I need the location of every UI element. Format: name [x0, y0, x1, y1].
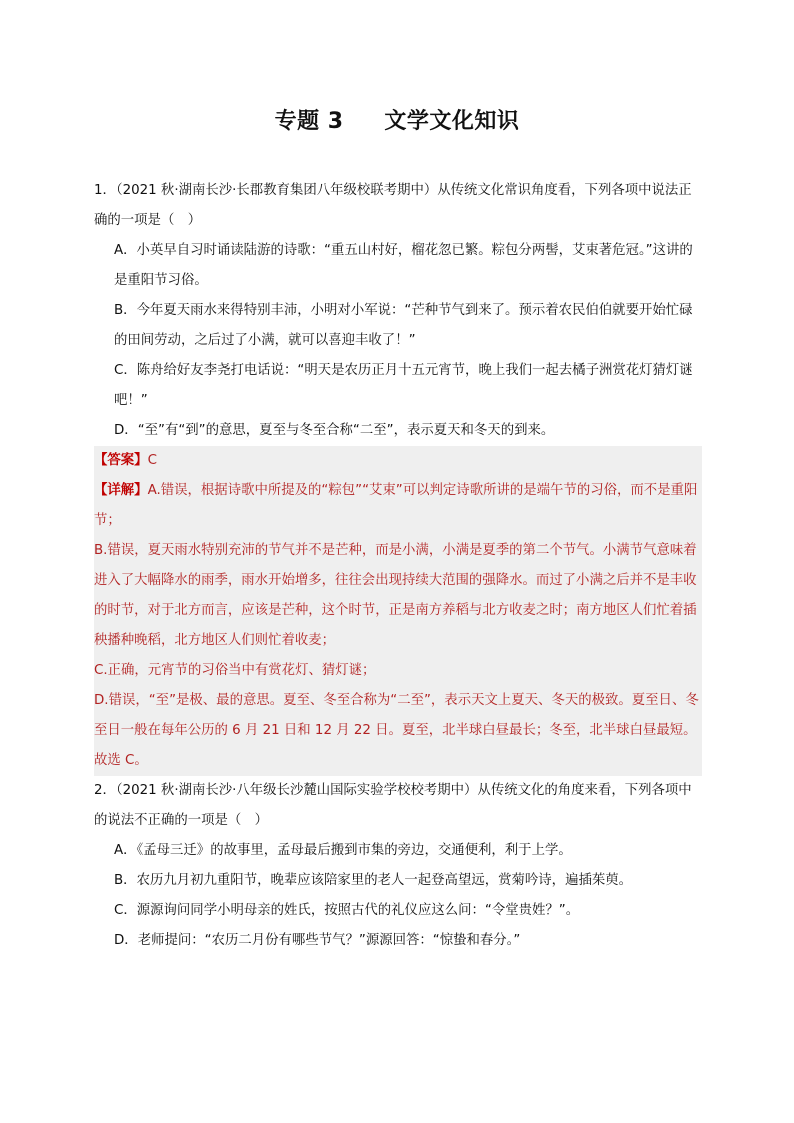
analysis-line-c: C.正确，元宵节的习俗当中有赏花灯、猜灯谜； — [94, 663, 376, 678]
analysis-line-d: D.错误，“至”是极、最的意思。夏至、冬至合称为“二至”，表示天文上夏天、冬天的极致。夏至日、冬至日一般在每年公历的 6 月 21 日和 12 月 22 日。夏至，北半球白昼最长；冬至，北半球白昼最短。 — [94, 693, 699, 738]
option-d: D．老师提问：“农历二月份有哪些节气？”源源回答：“惊蛰和春分。” — [114, 933, 521, 948]
option-b: B．今年夏天雨水来得特别丰沛，小明对小军说：“芒种节气到来了。预示着农民伯伯就要开始忙碌的田间劳动，之后过了小满，就可以喜迎丰收了！” — [114, 303, 693, 348]
analysis-label: 【详解】 — [94, 483, 148, 498]
option-c: C．陈舟给好友李尧打电话说：“明天是农历正月十五元宵节，晚上我们一起去橘子洲赏花灯猜灯谜吧！” — [114, 363, 693, 408]
answer-box — [94, 446, 702, 776]
question-content — [94, 176, 702, 956]
option-c: C．源源询问同学小明母亲的姓氏，按照古代的礼仪应这么问：“令堂贵姓？”。 — [114, 903, 580, 918]
answer-label: 【答案】 — [94, 453, 148, 468]
question-stem: 2．（2021 秋·湖南长沙·八年级长沙麓山国际实验学校校考期中）从传统文化的角度来看，下列各项中的说法不正确的一项是（ ） — [94, 783, 692, 828]
analysis-text-a: A.错误，根据诗歌中所提及的“粽包”“艾束”可以判定诗歌所讲的是端午节的习俗，而不是重阳节； — [94, 483, 698, 528]
question-1 — [94, 176, 702, 776]
question-2 — [94, 776, 702, 956]
option-a: A．小英早自习时诵读陆游的诗歌：“重五山村好，榴花忽已繁。粽包分两髻，艾束著危冠。”这讲的是重阳节习俗。 — [114, 243, 693, 288]
answer-value: C — [147, 453, 157, 468]
option-d: D．“至”有“到”的意思，夏至与冬至合称“二至”，表示夏天和冬天的到来。 — [114, 423, 555, 438]
question-stem: 1．（2021 秋·湖南长沙·长郡教育集团八年级校联考期中）从传统文化常识角度看，下列各项中说法正确的一项是（ ） — [94, 183, 692, 228]
analysis-conclusion: 故选 C。 — [94, 753, 148, 768]
page-title: 专题 3 文学文化知识 — [274, 109, 520, 134]
analysis-line-a — [94, 476, 702, 536]
option-b: B．农历九月初九重阳节，晚辈应该陪家里的老人一起登高望远，赏菊吟诗，遍插茱萸。 — [114, 873, 633, 888]
option-a: A．《孟母三迁》的故事里，孟母最后搬到市集的旁边，交通便利，利于上学。 — [114, 843, 572, 858]
answer-line — [94, 446, 702, 476]
analysis-line-b: B.错误，夏天雨水特别充沛的节气并不是芒种，而是小满，小满是夏季的第二个节气。小满节气意味着进入了大幅降水的雨季，雨水开始增多，往往会出现持续大范围的强降水。而过了小满之后并不是丰收的时节，对于北方而言，应该是芒种，这个时节，正是南方养稻与北方收麦之时；南方地区人们忙着插秧播种晚稻，北方地区人们则忙着收麦； — [94, 543, 697, 648]
